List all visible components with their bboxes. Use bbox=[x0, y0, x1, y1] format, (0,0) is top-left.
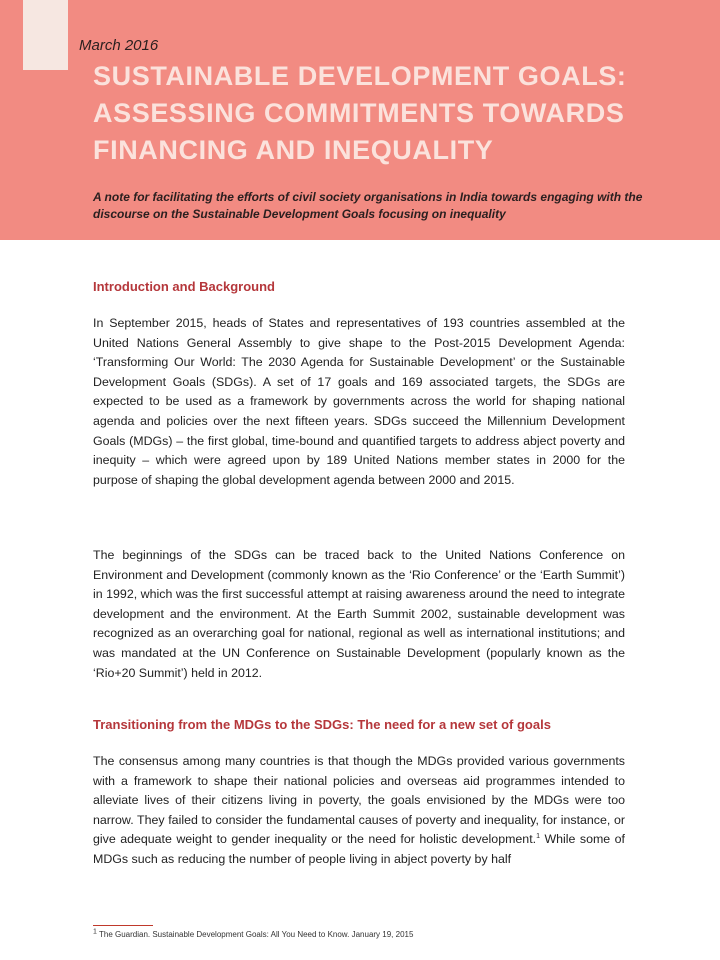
section-heading-introduction: Introduction and Background bbox=[93, 279, 275, 294]
footnote-text: The Guardian. Sustainable Development Goals: All You Need to Know. January 19, 2015 bbox=[96, 930, 414, 939]
transition-paragraph-1 bbox=[93, 752, 625, 870]
paragraph-text-continued: While some of MDGs such as reducing the number of people living in abject poverty by half bbox=[93, 832, 625, 866]
decorative-tab bbox=[23, 0, 68, 70]
footnote-divider bbox=[93, 925, 153, 926]
footnote-number: 1 bbox=[93, 928, 97, 936]
document-subtitle: A note for facilitating the efforts of civil society organisations in India towards engaging with the discourse on the Sustainable Development Goals focusing on inequality bbox=[93, 190, 643, 221]
intro-paragraph-1: In September 2015, heads of States and representatives of 193 countries assembled at the United Nations General Assembly to give shape to the Post-2015 Development Agenda: ‘Transforming Our World: The 2030 Agenda for Sustainable Development’ or the Sustainable Development Goals (SDGs). A set of 17 goals and 169 associated targets, the SDGs are expected to be used as a framework by governments across the world for shaping national agenda and policies over the next fifteen years. SDGs succeed the Millennium Development Goals (MDGs) – the first global, time-bound and quantified targets to address abject poverty and inequity – which were agreed upon by 189 United Nations member states in 2000 for the purpose of shaping the global development agenda between 2000 and 2015. bbox=[93, 316, 625, 487]
intro-paragraph-2: The beginnings of the SDGs can be traced back to the United Nations Conference on Environment and Development (commonly known as the ‘Rio Conference’ or the ‘Earth Summit’) in 1992, which was the first successful attempt at raising awareness around the need to integrate development and the environment. At the Earth Summit 2002, sustainable development was recognized as an overarching goal for national, regional as well as international institutions; and was mandated at the UN Conference on Sustainable Development (popularly known as the ‘Rio+20 Summit’) held in 2012. bbox=[93, 548, 625, 680]
document-title: SUSTAINABLE DEVELOPMENT GOALS: ASSESSING COMMITMENTS TOWARDS FINANCING AND INEQUALITY bbox=[93, 61, 627, 165]
publication-date: March 2016 bbox=[79, 37, 159, 54]
footnote-reference[interactable]: 1 bbox=[536, 833, 540, 841]
section-heading-transition: Transitioning from the MDGs to the SDGs: The need for a new set of goals bbox=[93, 717, 551, 732]
paragraph-text: The consensus among many countries is that though the MDGs provided various governments with a framework to shape their national policies and overseas aid programmes intended to alleviate lives of their citizens living in poverty, the goals envisioned by the MDGs were too narrow. They failed to consider the fundamental causes of poverty and inequality, for instance, or give adequate weight to gender inequality or the need for holistic development. bbox=[93, 754, 625, 847]
footnote bbox=[93, 930, 413, 939]
